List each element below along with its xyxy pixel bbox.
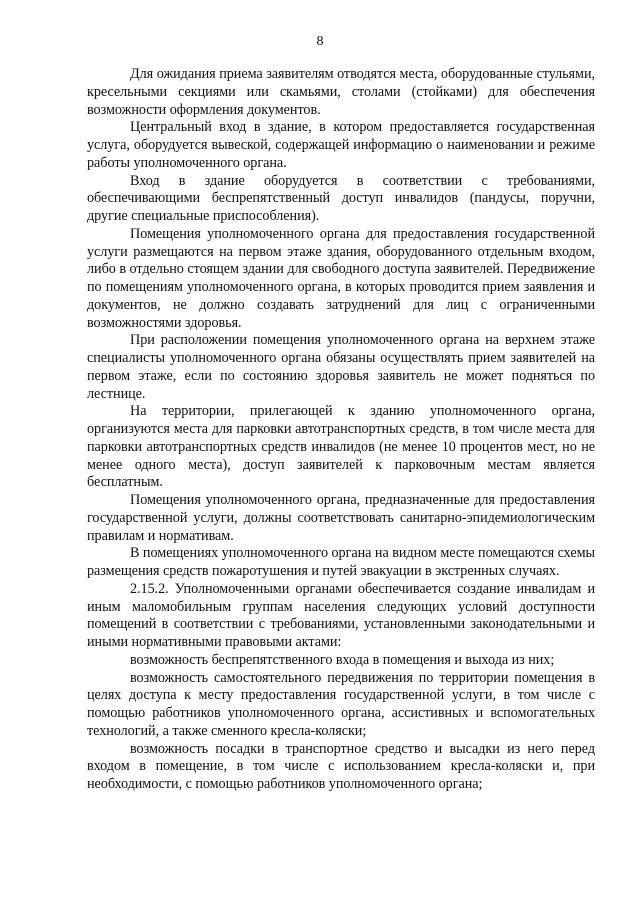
paragraph-parking: На территории, прилегающей к зданию уполномоченного органа, организуются места для парковки автотранспортных средств, в том числе места для парковки автотранспортных средств инвалидов (не менее 10 процентов мест, но не менее одного места), доступ заявителей к парковочным местам является бесплатным.	[87, 403, 595, 491]
paragraph-sanitary-rules: Помещения уполномоченного органа, предназначенные для предоставления государственной услуги, должны соответствовать санитарно-эпидемиологическим правилам и нормативам.	[87, 492, 595, 544]
page-number: 8	[316, 34, 324, 49]
paragraph-section-2-15-2: 2.15.2. Уполномоченными органами обеспечивается создание инвалидам и иным маломобильным группам населения следующих условий доступности помещений в соответствии с требованиями, установленными законодательными и иными нормативными правовыми актами:	[87, 580, 595, 650]
paragraph-premises-location: Помещения уполномоченного органа для предоставления государственной услуги размещаются на первом этаже здания, оборудованного отдельным входом, либо в отдельно стоящем здании для свободного доступа заявителей. Передвижение по помещениям уполномоченного органа, в которых проводится прием заявления и документов, не должно создавать затруднений для лиц с ограниченными возможностями здоровья.	[87, 225, 595, 331]
paragraph-waiting-area: Для ожидания приема заявителям отводятся места, оборудованные стульями, кресельными секциями или скамьями, столами (стойками) для обеспечения возможности оформления документов.	[87, 66, 595, 118]
paragraph-building-entry: Вход в здание оборудуется в соответствии с требованиями, обеспечивающими беспрепятственный доступ инвалидов (пандусы, поручни, другие специальные приспособления).	[87, 172, 595, 224]
paragraph-central-entrance: Центральный вход в здание, в котором предоставляется государственная услуга, оборудуется вывеской, содержащей информацию о наименовании и режиме работы уполномоченного органа.	[87, 119, 595, 171]
list-item-vehicle-boarding: возможность посадки в транспортное средство и высадки из него перед входом в помещение, в том числе с использованием кресла-коляски и, при необходимости, с помощью работников уполномоченного органа;	[87, 740, 595, 792]
paragraph-upper-floor: При расположении помещения уполномоченного органа на верхнем этаже специалисты уполномоченного органа обязаны осуществлять прием заявителей на первом этаже, если по состоянию здоровья заявитель не может подняться по лестнице.	[87, 332, 595, 402]
document-body	[87, 66, 595, 794]
list-item-independent-movement: возможность самостоятельного передвижения по территории помещения в целях доступа к месту предоставления государственной услуги, в том числе с помощью работников уполномоченного органа, ассистивных и вспомогательных технологий, а также сменного кресла-коляски;	[87, 669, 595, 739]
paragraph-evacuation-schemes: В помещениях уполномоченного органа на видном месте помещаются схемы размещения средств пожаротушения и путей эвакуации в экстренных случаях.	[87, 545, 595, 579]
list-item-free-entry: возможность беспрепятственного входа в помещения и выхода из них;	[130, 651, 555, 668]
